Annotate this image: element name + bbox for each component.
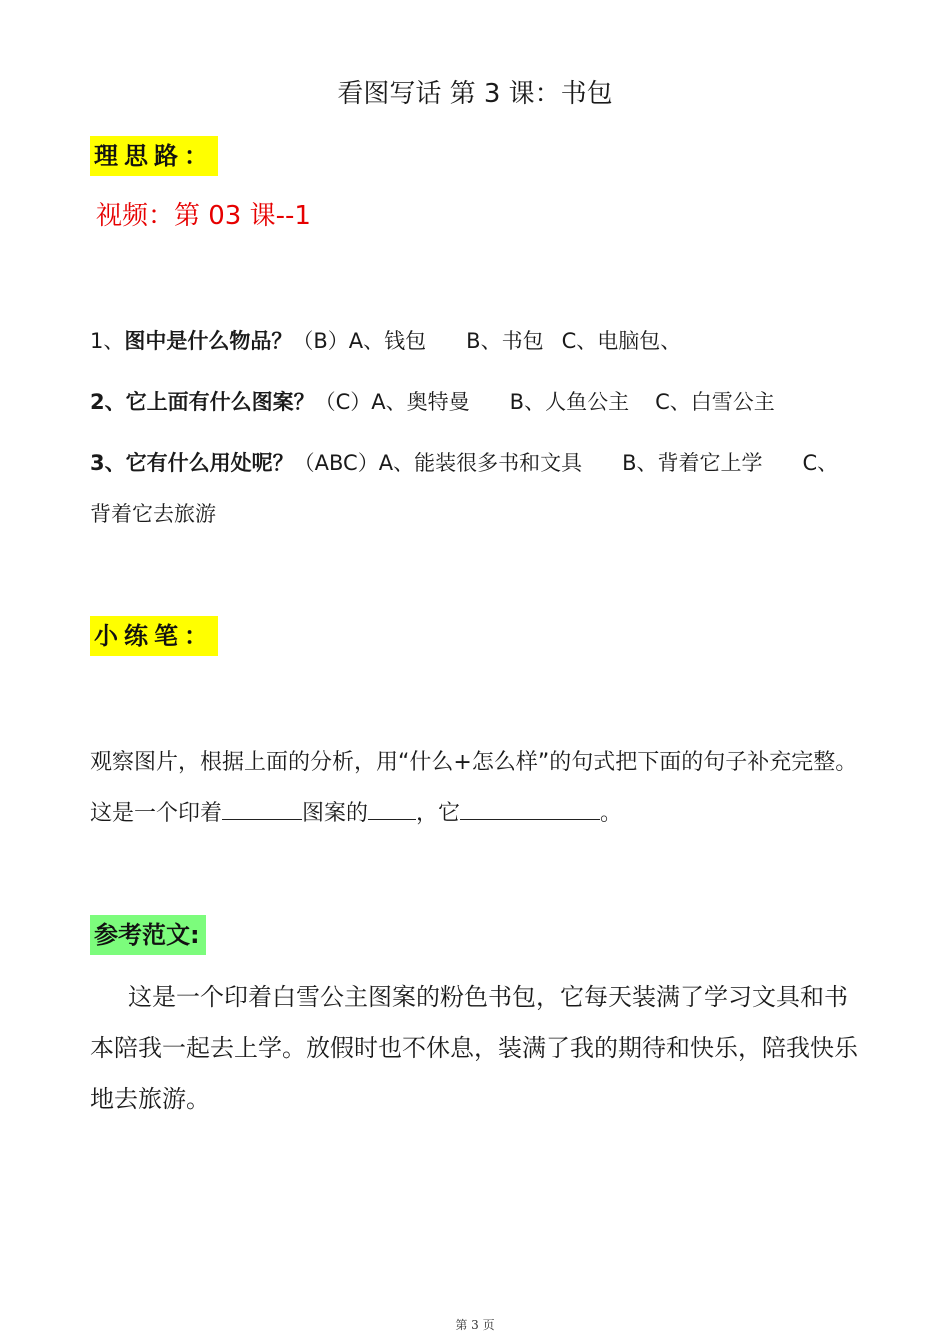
option: A、钱包: [348, 329, 427, 353]
question-number: 3、: [90, 451, 126, 475]
question-3: [90, 447, 838, 479]
question-answer: （ABC）: [293, 451, 379, 475]
option: B、背着它上学: [622, 451, 763, 475]
practice-part-4: 。: [600, 801, 623, 826]
practice-part-2: 图案的: [302, 801, 369, 826]
page-number: 第 3 页: [455, 1318, 495, 1332]
option: B、书包: [466, 329, 544, 353]
option: C、: [802, 451, 839, 475]
question-1: [90, 325, 681, 357]
question-answer: （B）: [292, 329, 349, 353]
fill-blank-1[interactable]: [222, 797, 302, 820]
section-heading-reference: 参考范文:: [90, 915, 206, 955]
question-text: 它有什么用处呢？: [125, 451, 294, 475]
practice-part-3: ，它: [416, 801, 461, 826]
question-2: [90, 386, 775, 418]
reference-essay: 这是一个印着白雪公主图案的粉色书包，它每天装满了学习文具和书本陪我一起去上学。放假时也不休息，装满了我的期待和快乐，陪我快乐地去旅游。: [90, 983, 858, 1113]
question-3-continuation: 背着它去旅游: [90, 502, 216, 526]
question-number: 1、: [90, 329, 125, 353]
practice-part-1: 这是一个印着: [90, 801, 223, 826]
question-text: 图中是什么物品？: [124, 329, 293, 353]
fill-blank-2[interactable]: [368, 797, 416, 820]
option: A、能装很多书和文具: [378, 451, 583, 475]
question-number: 2、: [90, 390, 126, 414]
practice-paragraph: [90, 737, 860, 839]
page-title: 看图写话 第 3 课：书包: [337, 79, 613, 109]
question-text: 它上面有什么图案？: [125, 390, 315, 414]
section-heading-thinking: 理思路：: [90, 136, 218, 176]
video-label: 视频：第 03 课--1: [96, 201, 311, 231]
fill-blank-3[interactable]: [460, 797, 600, 820]
option: C、电脑包、: [561, 329, 682, 353]
practice-instruction: 观察图片，根据上面的分析，用“什么+怎么样”的句式把下面的句子补充完整。: [90, 750, 858, 775]
option: B、人鱼公主: [509, 390, 630, 414]
question-answer: （C）: [314, 390, 372, 414]
section-heading-practice: 小练笔：: [90, 616, 218, 656]
option: A、奥特曼: [371, 390, 470, 414]
option: C、白雪公主: [655, 390, 775, 414]
